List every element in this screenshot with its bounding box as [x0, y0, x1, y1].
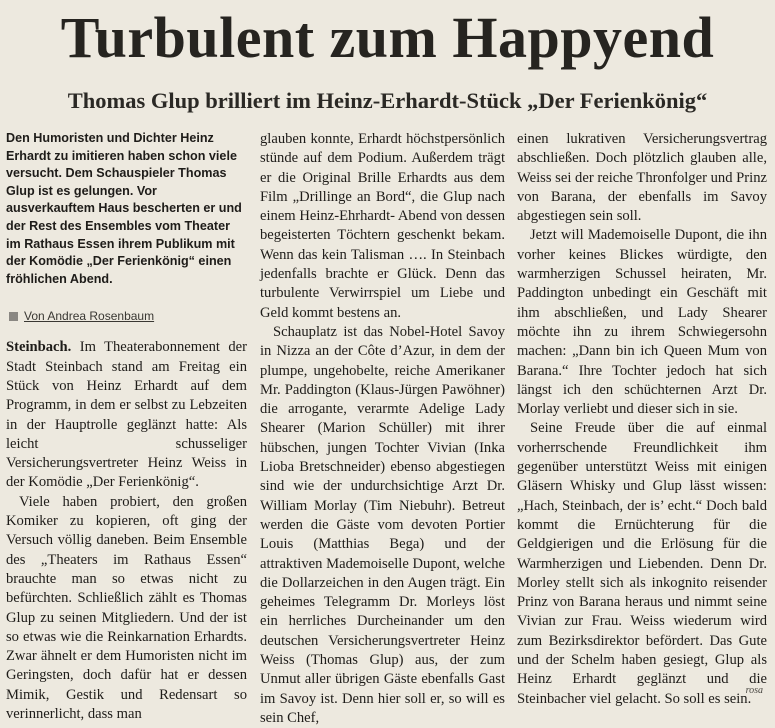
body-paragraph [6, 338, 247, 492]
author-credit: rosa [745, 685, 763, 696]
body-paragraph: Seine Freude über die auf einmal vorherrschende Freundlichkeit ihm gegenüber unterstützt Weiss mit einigen Gläsern Whisky und Glup lässt wissen: „Hach, Steinbach, der is’ echt.“ Doch bald kommt die Ernüchterung für die Geldgierigen und die Erlösung für die Warmherzigen und Liebenden. Denn Dr. Morley stellt sich als inkognito reisender Prinz von Barana heraus und nimmt seine Vivian zur Frau. Weiss wiederum wird zum Bezirksdirektor befördert. Das Gute und der Schelm haben gesiegt, Glup als Heinz Erhardt geglänzt und die Steinbacher viel gelacht. So soll es sein. [517, 420, 767, 707]
byline [6, 308, 247, 324]
headline: Turbulent zum Happyend [60, 5, 715, 70]
lead-paragraph: Den Humoristen und Dichter Heinz Erhardt zu imitieren haben schon viele versucht. Dem Schauspieler Thomas Glup ist es gelungen. Vor ausverkauftem Haus bescherten er und der Rest des Ensembles vom Theater im Rathaus Essen ihrem Publikum mit der Komödie „Der Ferienkönig“ einen fröhlichen Abend. [6, 131, 242, 286]
column-1 [6, 130, 247, 722]
author-name: Von Andrea Rosenbaum [24, 309, 155, 324]
column-3 [517, 130, 767, 707]
body-paragraph: Jetzt will Mademoiselle Dupont, die ihn vorher keines Blickes würdigte, den warmherzigen Schussel heiraten, Mr. Paddington unbedingt ein Geschäft mit ihm abschließen, und Lady Shearer möchte ihn zu ihrem Schwiegersohn machen: „Dann bin ich Queen Mum von Barana.“ Ihre Tochter jedoch hat sich längst ich den schüchternen Arzt Dr. Morlay verliebt und dieser sich in sie. [517, 227, 767, 418]
subheadline: Thomas Glup brilliert im Heinz-Erhardt-Stück „Der Ferienkönig“ [67, 88, 708, 113]
dateline: Steinbach. [6, 339, 72, 356]
column-2 [260, 130, 505, 726]
body-paragraph: Viele haben probiert, den großen Komiker zu kopieren, oft ging der Versuch völlig daneben. Beim Ensemble des „Theaters im Rathaus Essen“ brauchte man so etwas nicht zu befürchten. Schließlich zählt es Thomas Glup zu seinen Mitgliedern. Und der ist so etwas wie die Reinkarnation Erhardts. Zwar ähnelt er dem Humoristen nicht im Geringsten, doch dafür hat er dessen Mimik, Gestik und Redensart so verinnerlicht, dass man [6, 493, 247, 722]
body-paragraph: einen lukrativen Versicherungsvertrag abschließen. Doch plötzlich glauben alle, Weiss sei der reiche Thronfolger und Prinz von Barana, der ebenfalls im Savoy abgestiegen sein soll. [517, 131, 767, 225]
paragraph-text: Im Theaterabonnement der Stadt Steinbach stand am Freitag ein Stück von Heinz Erhardt auf dem Programm, in dem er selbst zu Lebzeiten in der Hauptrolle geglänzt hatte: Als leicht schusseliger Versicherungsvertreter Heinz Weiss in der Komödie „Der Ferienkönig“. [6, 339, 247, 491]
body-paragraph: Schauplatz ist das Nobel-Hotel Savoy in Nizza an der Côte d’Azur, in dem der plumpe, ungehobelte, reiche Amerikaner Mr. Paddington (Klaus-Jürgen Pawöhner) die arrogante, verarmte Adelige Lady Shearer (Marion Schüller) mit ihrer hübschen, jungen Tochter Vivian (Inka Lioba Bretschneider) ebenso abgestiegen sind wie der undurchsichtige Arzt Dr. William Morlay (Tim Niebuhr). Betreut werden die Gäste vom devoten Portier Louis (Matthias Bega) und der attraktiven Mademoiselle Dupont, welche die Dollarzeichen in den Augen trägt. Ein geheimes Telegramm Dr. Morleys löst ein herrliches Durcheinander um den deutschen Versicherungsvertreter Heinz Weiss (Thomas Glup) aus, der zum Unmut aller übrigen Gäste ebenfalls Gast im Savoy ist. Denn hier soll er, so will es sein Chef, [260, 323, 505, 726]
byline-square-icon [9, 312, 18, 321]
body-paragraph: glauben konnte, Erhardt höchstpersönlich stünde auf dem Podium. Außerdem trägt er die Original Brille Erhardts aus dem Film „Drillinge an Bord“, die Glup nach einem Heinz-Ehrhardt- Abend von dessen begeisterten Töchtern geschenkt bekam. Wenn das kein Talisman …. In Steinbach jedenfalls brachte er Glück. Denn das turbulente Verwirrspiel um Liebe und Geld kommt bestens an. [260, 131, 505, 321]
